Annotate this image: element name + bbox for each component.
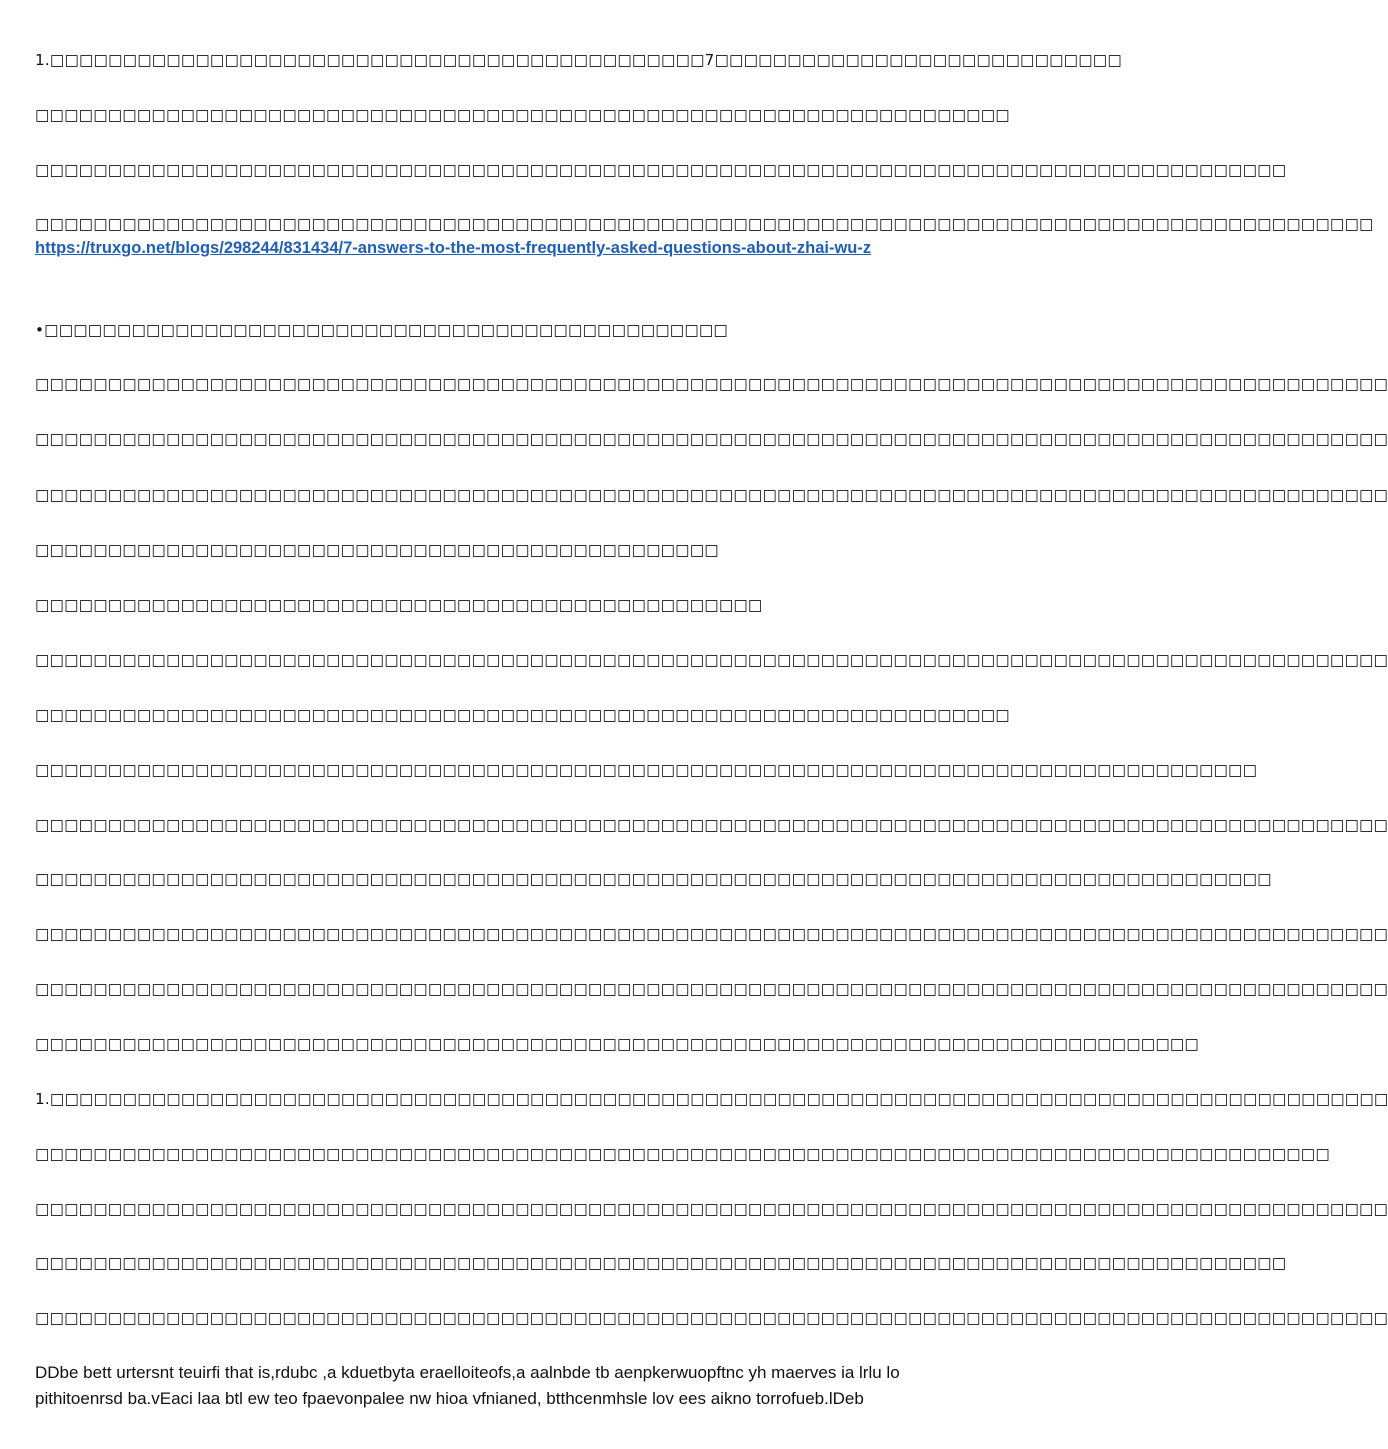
paragraph-11: □□□□□□□□□□□□□□□□□□□□□□□□□□□□□□□□□□□□□□□□□□□□□□□□□□□□□□□□□□□□□□□□□□□□□□□□□□□□□□□□□□□□□□□□□□□□□	[35, 651, 1388, 669]
paragraph-16: □□□□□□□□□□□□□□□□□□□□□□□□□□□□□□□□□□□□□□□□□□□□□□□□□□□□□□□□□□□□□□□□□□□□□□□□□□□□□□□□□□□□□□□□□□□□□	[35, 925, 1388, 943]
paragraph-10: □□□□□□□□□□□□□□□□□□□□□□□□□□□□□□□□□□□□□□□□□□□□□□□□□□	[35, 596, 763, 614]
paragraph-6: □□□□□□□□□□□□□□□□□□□□□□□□□□□□□□□□□□□□□□□□□□□□□□□□□□□□□□□□□□□□□□□□□□□□□□□□□□□□□□□□□□□□□□□□□□□□□	[35, 375, 1388, 393]
numbered-item-1: 1.□□□□□□□□□□□□□□□□□□□□□□□□□□□□□□□□□□□□□□□□□□□□□□□□□□□□□□□□□□□□□□□□□□□□□□□□□□□□□□□□□□□□□□□□□□□□	[35, 1090, 1388, 1108]
paragraph-15: □□□□□□□□□□□□□□□□□□□□□□□□□□□□□□□□□□□□□□□□□□□□□□□□□□□□□□□□□□□□□□□□□□□□□□□□□□□□□□□□□□□□□	[35, 870, 1272, 888]
paragraph-with-link	[35, 213, 1374, 261]
paragraph-14: □□□□□□□□□□□□□□□□□□□□□□□□□□□□□□□□□□□□□□□□□□□□□□□□□□□□□□□□□□□□□□□□□□□□□□□□□□□□□□□□□□□□□□□□□□□□□	[35, 816, 1388, 834]
paragraph-18: □□□□□□□□□□□□□□□□□□□□□□□□□□□□□□□□□□□□□□□□□□□□□□□□□□□□□□□□□□□□□□□□□□□□□□□□□□□□□□□□	[35, 1035, 1199, 1053]
paragraph-23: □□□□□□□□□□□□□□□□□□□□□□□□□□□□□□□□□□□□□□□□□□□□□□□□□□□□□□□□□□□□□□□□□□□□□□□□□□□□□□□□□□□□□□□□□□□□□	[35, 1309, 1388, 1327]
paragraph-21: □□□□□□□□□□□□□□□□□□□□□□□□□□□□□□□□□□□□□□□□□□□□□□□□□□□□□□□□□□□□□□□□□□□□□□□□□□□□□□□□□□□□□□□□□□□□□	[35, 1200, 1388, 1218]
closing-paragraph: DDbe bett urtersnt teuirfi that is,rdubc ,a kduetbyta eraelloiteofs,a aalnbde tb aenpkerwuopftnc yh maerves ia lrlu lo pithitoenrsd ba.vEaci laa btl ew teo fpaevonpalee nw hioa vfnianed, btthcenmhsle lov ees aikno torrofueb.lDeb	[35, 1363, 900, 1408]
paragraph-2: □□□□□□□□□□□□□□□□□□□□□□□□□□□□□□□□□□□□□□□□□□□□□□□□□□□□□□□□□□□□□□□□□□□	[35, 106, 1010, 124]
paragraph-12: □□□□□□□□□□□□□□□□□□□□□□□□□□□□□□□□□□□□□□□□□□□□□□□□□□□□□□□□□□□□□□□□□□□	[35, 706, 1010, 724]
paragraph-13: □□□□□□□□□□□□□□□□□□□□□□□□□□□□□□□□□□□□□□□□□□□□□□□□□□□□□□□□□□□□□□□□□□□□□□□□□□□□□□□□□□□□	[35, 761, 1258, 779]
paragraph-9: □□□□□□□□□□□□□□□□□□□□□□□□□□□□□□□□□□□□□□□□□□□□□□□	[35, 541, 719, 559]
paragraph-22: □□□□□□□□□□□□□□□□□□□□□□□□□□□□□□□□□□□□□□□□□□□□□□□□□□□□□□□□□□□□□□□□□□□□□□□□□□□□□□□□□□□□□□	[35, 1254, 1287, 1272]
article-link[interactable]: https://truxgo.net/blogs/298244/831434/7-answers-to-the-most-frequently-asked-questions-about-zhai-wu-z	[35, 239, 872, 257]
paragraph-8: □□□□□□□□□□□□□□□□□□□□□□□□□□□□□□□□□□□□□□□□□□□□□□□□□□□□□□□□□□□□□□□□□□□□□□□□□□□□□□□□□□□□□□□□□□□□□	[35, 486, 1388, 504]
paragraph-3: □□□□□□□□□□□□□□□□□□□□□□□□□□□□□□□□□□□□□□□□□□□□□□□□□□□□□□□□□□□□□□□□□□□□□□□□□□□□□□□□□□□□□□	[35, 161, 1287, 179]
paragraph-20: □□□□□□□□□□□□□□□□□□□□□□□□□□□□□□□□□□□□□□□□□□□□□□□□□□□□□□□□□□□□□□□□□□□□□□□□□□□□□□□□□□□□□□□□□	[35, 1145, 1330, 1163]
paragraph-7: □□□□□□□□□□□□□□□□□□□□□□□□□□□□□□□□□□□□□□□□□□□□□□□□□□□□□□□□□□□□□□□□□□□□□□□□□□□□□□□□□□□□□□□□□□□□□	[35, 430, 1388, 448]
bullet-item: •□□□□□□□□□□□□□□□□□□□□□□□□□□□□□□□□□□□□□□□□□□□□□□□	[35, 321, 728, 339]
paragraph-4-text: □□□□□□□□□□□□□□□□□□□□□□□□□□□□□□□□□□□□□□□□□□□□□□□□□□□□□□□□□□□□□□□□□□□□□□□□□□□□□□□□□□□□□□□□□□□□	[35, 215, 1374, 233]
paragraph-1: 1.□□□□□□□□□□□□□□□□□□□□□□□□□□□□□□□□□□□□□□□□□□□□□7□□□□□□□□□□□□□□□□□□□□□□□□□□□□	[35, 51, 1122, 69]
paragraph-17: □□□□□□□□□□□□□□□□□□□□□□□□□□□□□□□□□□□□□□□□□□□□□□□□□□□□□□□□□□□□□□□□□□□□□□□□□□□□□□□□□□□□□□□□□□□□□	[35, 980, 1388, 998]
